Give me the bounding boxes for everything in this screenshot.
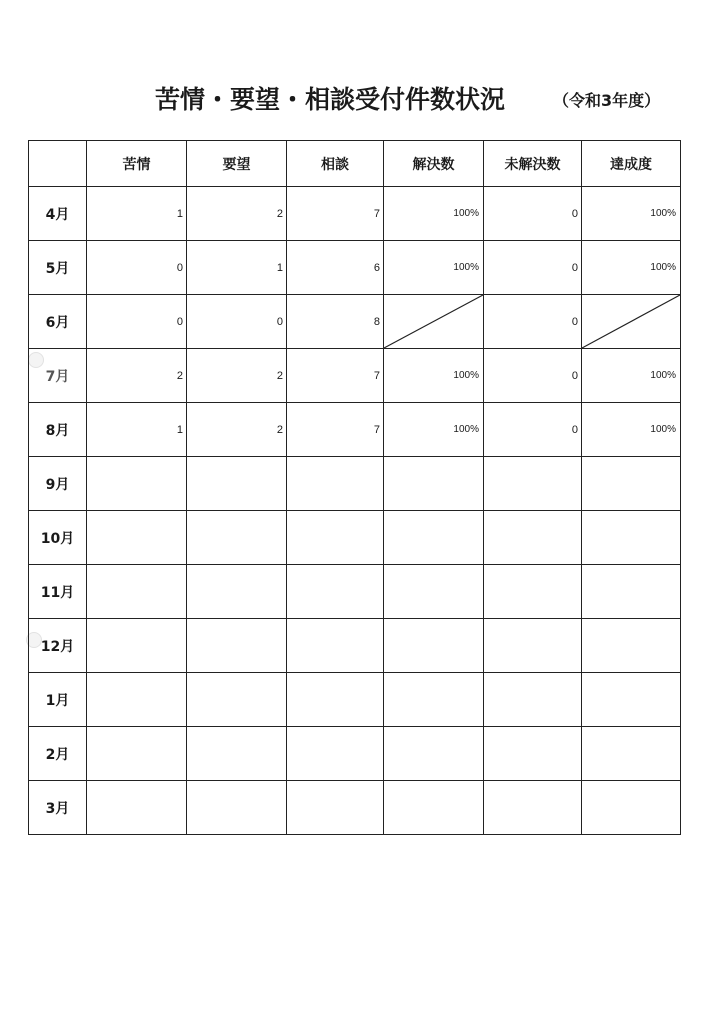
kujo-cell: 1 <box>87 403 187 457</box>
yobo-cell <box>187 457 287 511</box>
month-cell: 7月 <box>29 349 87 403</box>
month-cell: 1月 <box>29 673 87 727</box>
kujo-cell <box>87 673 187 727</box>
kujo-cell <box>87 727 187 781</box>
tassei-cell <box>582 727 681 781</box>
kujo-cell <box>87 781 187 835</box>
mikaiketsu-cell <box>484 727 582 781</box>
kaiketsu-cell <box>384 781 484 835</box>
yobo-cell: 2 <box>187 349 287 403</box>
kujo-cell <box>87 619 187 673</box>
page-title: 苦情・要望・相談受付件数状況 <box>155 85 506 114</box>
fiscal-year-label: （令和3年度） <box>553 91 661 110</box>
tassei-cell <box>582 511 681 565</box>
kaiketsu-cell: 100% <box>384 187 484 241</box>
sodan-cell <box>287 619 384 673</box>
kaiketsu-cell: 100% <box>384 241 484 295</box>
kujo-cell: 1 <box>87 187 187 241</box>
month-cell: 2月 <box>29 727 87 781</box>
header-mikaiketsu: 未解決数 <box>484 141 582 187</box>
diagonal-slash-mark <box>582 295 680 348</box>
month-cell: 8月 <box>29 403 87 457</box>
table-row <box>29 727 681 781</box>
kaiketsu-cell: 100% <box>384 349 484 403</box>
tassei-cell: 100% <box>582 349 681 403</box>
table-row <box>29 349 681 403</box>
mikaiketsu-cell <box>484 673 582 727</box>
table-row <box>29 565 681 619</box>
header-yobo: 要望 <box>187 141 287 187</box>
table-row <box>29 619 681 673</box>
sodan-cell <box>287 781 384 835</box>
kaiketsu-cell-not-applicable <box>384 295 484 349</box>
sodan-cell: 7 <box>287 349 384 403</box>
month-cell: 11月 <box>29 565 87 619</box>
kujo-cell <box>87 457 187 511</box>
header-sodan: 相談 <box>287 141 384 187</box>
tassei-cell: 100% <box>582 241 681 295</box>
sodan-cell <box>287 457 384 511</box>
mikaiketsu-cell <box>484 619 582 673</box>
header-kujo: 苦情 <box>87 141 187 187</box>
yobo-cell: 2 <box>187 187 287 241</box>
table-row <box>29 673 681 727</box>
tassei-cell <box>582 457 681 511</box>
mikaiketsu-cell: 0 <box>484 241 582 295</box>
table-row <box>29 241 681 295</box>
month-cell: 6月 <box>29 295 87 349</box>
sodan-cell <box>287 727 384 781</box>
yobo-cell <box>187 619 287 673</box>
yobo-cell <box>187 673 287 727</box>
yobo-cell: 0 <box>187 295 287 349</box>
sodan-cell <box>287 511 384 565</box>
kujo-cell <box>87 565 187 619</box>
yobo-cell <box>187 781 287 835</box>
header-corner <box>29 141 87 187</box>
sodan-cell: 7 <box>287 403 384 457</box>
kaiketsu-cell <box>384 511 484 565</box>
mikaiketsu-cell <box>484 457 582 511</box>
yobo-cell <box>187 511 287 565</box>
complaint-count-table <box>28 140 681 835</box>
header-row <box>29 141 681 187</box>
yobo-cell: 1 <box>187 241 287 295</box>
kujo-cell <box>87 511 187 565</box>
mikaiketsu-cell: 0 <box>484 403 582 457</box>
mikaiketsu-cell <box>484 781 582 835</box>
kaiketsu-cell: 100% <box>384 403 484 457</box>
table-row <box>29 457 681 511</box>
yobo-cell <box>187 727 287 781</box>
kaiketsu-cell <box>384 727 484 781</box>
table-row <box>29 781 681 835</box>
header-tassei: 達成度 <box>582 141 681 187</box>
table-row <box>29 295 681 349</box>
tassei-cell: 100% <box>582 187 681 241</box>
month-cell: 9月 <box>29 457 87 511</box>
mikaiketsu-cell: 0 <box>484 295 582 349</box>
mikaiketsu-cell <box>484 511 582 565</box>
tassei-cell: 100% <box>582 403 681 457</box>
tassei-cell <box>582 673 681 727</box>
diagonal-slash-mark <box>384 295 483 348</box>
month-cell: 5月 <box>29 241 87 295</box>
yobo-cell: 2 <box>187 403 287 457</box>
tassei-cell <box>582 619 681 673</box>
month-cell: 12月 <box>29 619 87 673</box>
table-row <box>29 511 681 565</box>
sodan-cell <box>287 565 384 619</box>
table-row <box>29 403 681 457</box>
kujo-cell: 2 <box>87 349 187 403</box>
sodan-cell: 8 <box>287 295 384 349</box>
mikaiketsu-cell <box>484 565 582 619</box>
sodan-cell: 7 <box>287 187 384 241</box>
tassei-cell-not-applicable <box>582 295 681 349</box>
mikaiketsu-cell: 0 <box>484 349 582 403</box>
yobo-cell <box>187 565 287 619</box>
kujo-cell: 0 <box>87 241 187 295</box>
kaiketsu-cell <box>384 619 484 673</box>
kaiketsu-cell <box>384 673 484 727</box>
table-row <box>29 187 681 241</box>
sodan-cell <box>287 673 384 727</box>
tassei-cell <box>582 565 681 619</box>
kaiketsu-cell <box>384 565 484 619</box>
month-cell: 4月 <box>29 187 87 241</box>
header-kaiketsu: 解決数 <box>384 141 484 187</box>
month-cell: 10月 <box>29 511 87 565</box>
kujo-cell: 0 <box>87 295 187 349</box>
sodan-cell: 6 <box>287 241 384 295</box>
kaiketsu-cell <box>384 457 484 511</box>
mikaiketsu-cell: 0 <box>484 187 582 241</box>
month-cell: 3月 <box>29 781 87 835</box>
tassei-cell <box>582 781 681 835</box>
